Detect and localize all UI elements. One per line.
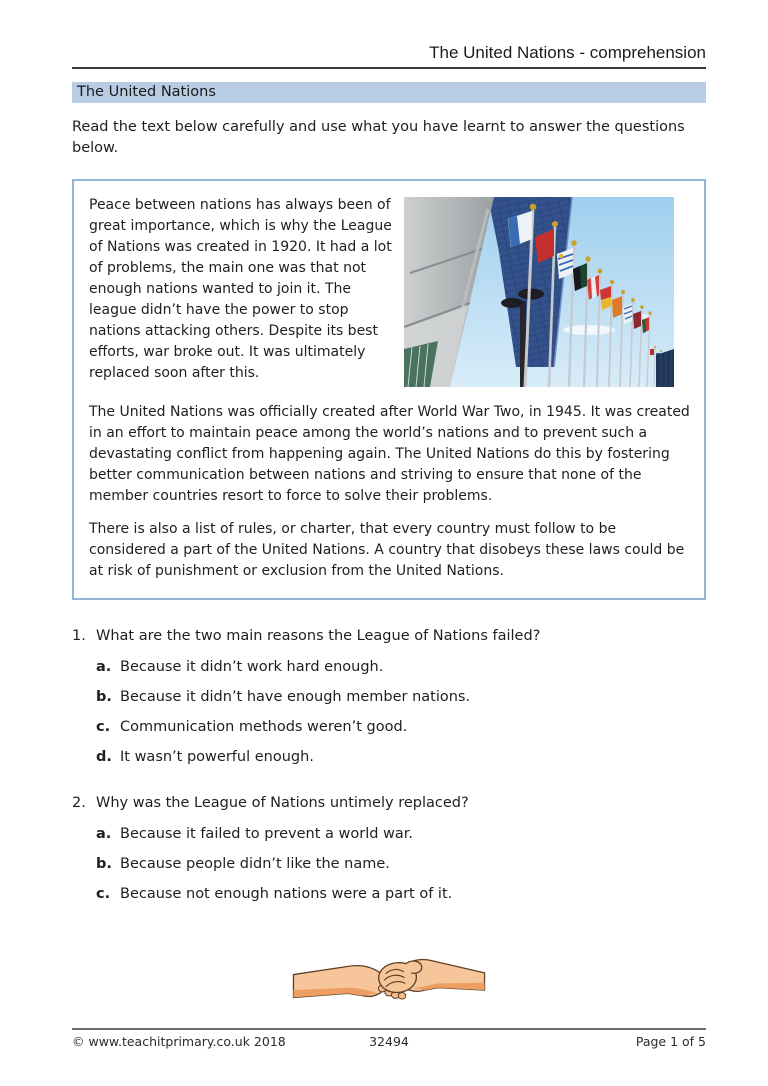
footer-copyright: © www.teachitprimary.co.uk 2018 xyxy=(72,1034,286,1049)
passage-paragraph-1: Peace between nations has always been of great importance, which is why the League of Nations was created in 1920. It had a lot of problems, the main one was that not enough nations wanted to join it. The league didn’t have the power to stop nations attacking others. Despite its best efforts, war broke out. It was ultimately replaced soon after this. xyxy=(89,197,392,381)
reading-passage-box xyxy=(72,179,706,600)
footer-page-number: Page 1 of 5 xyxy=(635,1034,706,1049)
question-2-text: Why was the League of Nations untimely replaced? xyxy=(96,795,469,811)
footer-document-id: 32494 xyxy=(369,1034,409,1049)
question-1-option-b: b. Because it didn’t have enough member nations. xyxy=(96,689,471,705)
instruction-text: Read the text below carefully and use what you have learnt to answer the questions below. xyxy=(72,119,685,156)
question-1-text: What are the two main reasons the League of Nations failed? xyxy=(96,628,541,644)
question-2 xyxy=(72,793,706,905)
un-flags-photo xyxy=(404,197,674,387)
question-1-option-c: c. Communication methods weren’t good. xyxy=(96,719,408,735)
passage-paragraph-2: The United Nations was officially created after World War Two, in 1945. It was created in an effort to maintain peace among the world’s nations and to prevent such a devastating conflict from happening again. The United Nations do this by fostering better communication between nations and striving to ensure that none of the member countries resort to force to solve their problems. xyxy=(89,404,690,504)
handshake-image xyxy=(72,936,706,1022)
questions-section xyxy=(72,626,706,905)
question-2-option-b: b. Because people didn’t like the name. xyxy=(96,856,390,872)
header-rule xyxy=(72,67,706,69)
page-footer xyxy=(72,1028,706,1049)
question-1-number: 1. xyxy=(72,628,86,644)
passage-paragraph-3: There is also a list of rules, or charter, that every country must follow to be considered a part of the United Nations. A country that disobeys these laws could be at risk of punishment or exclusion from the United Nations. xyxy=(89,521,685,579)
question-1-option-d: d. It wasn’t powerful enough. xyxy=(96,749,314,765)
question-1-option-a: a. Because it didn’t work hard enough. xyxy=(96,659,384,675)
section-banner-label: The United Nations xyxy=(77,84,216,100)
page-title: The United Nations - comprehension xyxy=(429,43,706,62)
question-1 xyxy=(72,626,706,768)
question-2-number: 2. xyxy=(72,795,86,811)
question-2-option-a: a. Because it failed to prevent a world war. xyxy=(96,826,414,842)
section-banner xyxy=(72,82,706,103)
question-2-option-c: c. Because not enough nations were a part of it. xyxy=(96,886,453,902)
